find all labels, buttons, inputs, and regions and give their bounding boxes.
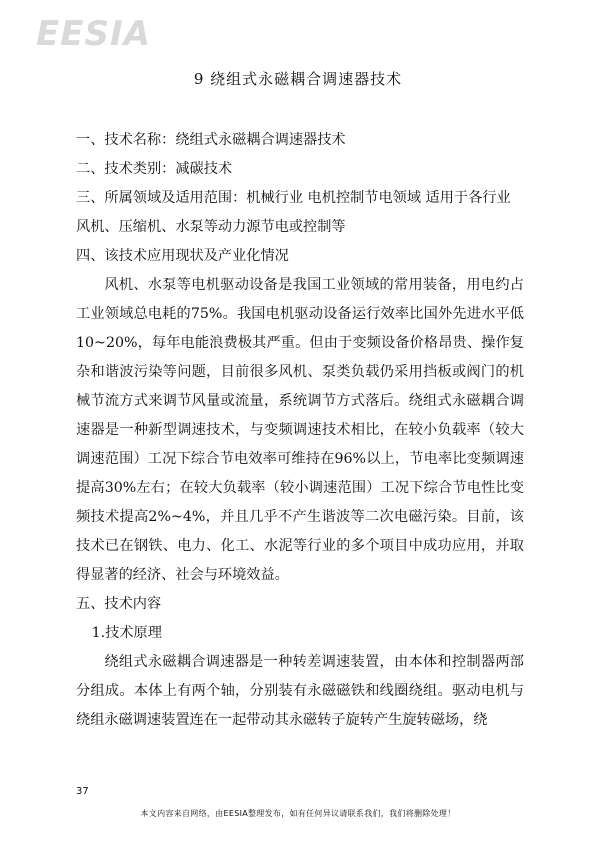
page-title: 9 绕组式永磁耦合调速器技术 [193, 70, 403, 88]
section-application-field: 三、所属领域及适用范围：机械行业 电机控制节电领域 适用于各行业风机、压缩机、水泵等动力源节电或控制等 [76, 190, 511, 235]
eesia-logo: EESIA [36, 14, 151, 54]
subsection-technology-principle: 1.技术原理 [91, 625, 162, 641]
paragraph-application-status: 风机、水泵等电机驱动设备是我国工业领域的常用装备，用电约占工业领域总电耗的75%。我国电机驱动设备运行效率比国外先进水平低10~20%，每年电能浪费极其严重。但由于变频设备价格昂贵、操作复杂和谐波污染等问题，目前很多风机、泵类负载仍采用挡板或阀门的机械节流方式来调节风量或流量，系统调节方式落后。绕组式永磁耦合调速器是一种新型调速技术，与变频调速技术相比，在较小负载率（较大调速范围）工况下综合节电效率可维持在96%以上，节电率比变频调速提高30%左右；在较大负载率（较小调速范围）工况下综合节电性比变频技术提高2%~4%，并且几乎不产生谐波等二次电磁污染。目前，该技术已在钢铁、电力、化工、水泥等行业的多个项目中成功应用，并取得显著的经济、社会与环境效益。 [76, 277, 524, 583]
document-body [76, 126, 524, 735]
page-number: 37 [76, 786, 89, 797]
paragraph-technology-principle: 绕组式永磁耦合调速器是一种转差调速装置，由本体和控制器两部分组成。本体上有两个轴，分别装有永磁磁铁和线圈绕组。驱动电机与绕组永磁调速装置连在一起带动其永磁转子旋转产生旋转磁场，绕 [76, 654, 524, 728]
section-technology-content: 五、技术内容 [76, 596, 162, 612]
section-technology-category: 二、技术类别：减碳技术 [76, 161, 233, 177]
section-technology-name: 一、技术名称：绕组式永磁耦合调速器技术 [76, 132, 346, 148]
footer-disclaimer: 本文内容来自网络，由EESIA整理发布，如有任何异议请联系我们，我们将删除处理！ [140, 809, 456, 818]
section-application-status: 四、该技术应用现状及产业化情况 [76, 248, 289, 264]
